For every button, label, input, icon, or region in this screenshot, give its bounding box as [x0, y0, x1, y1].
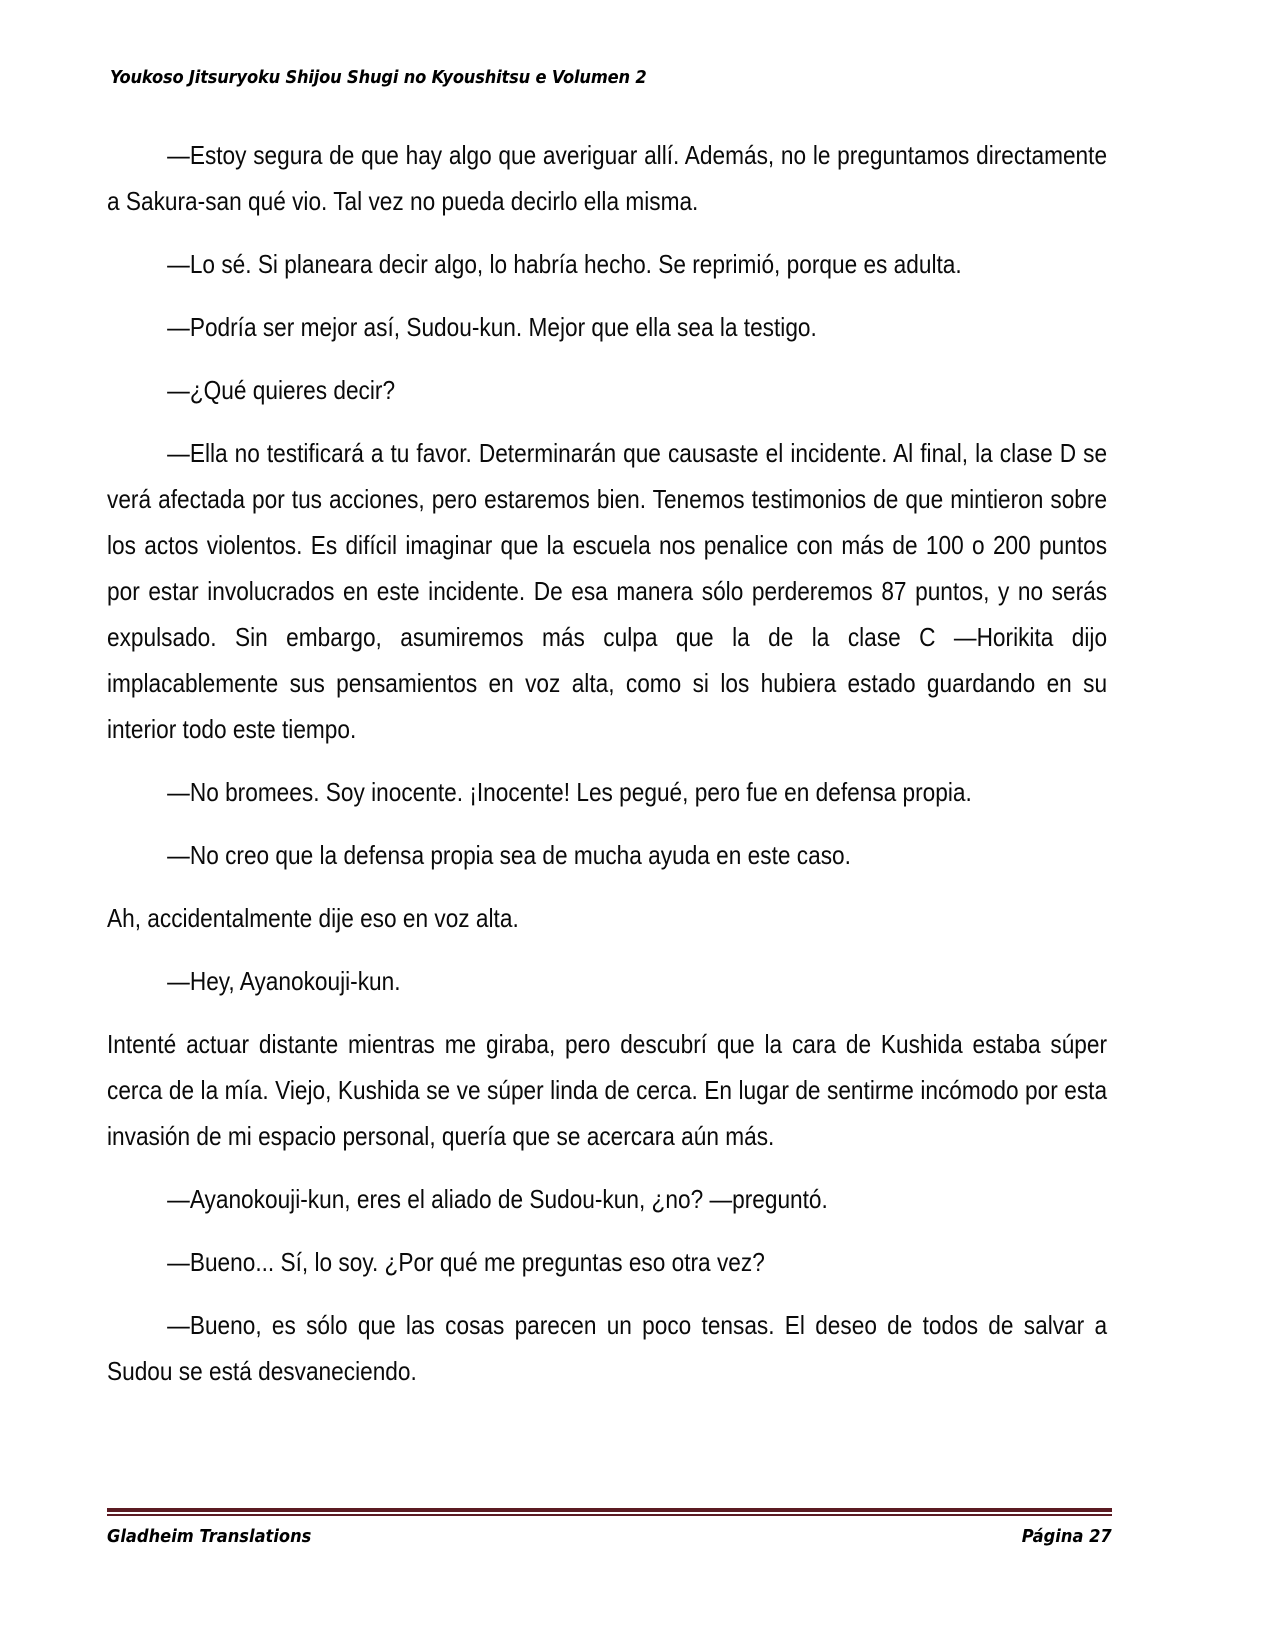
translator-credit: Gladheim Translations — [107, 1527, 312, 1547]
body-paragraph: —Estoy segura de que hay algo que averiguar allí. Además, no le preguntamos directamente a Sakura-san qué vio. Tal vez no pueda decirlo ella misma. — [107, 142, 1108, 216]
book-title: Youkoso Jitsuryoku Shijou Shugi no Kyoushitsu e Volumen 2 — [110, 68, 647, 88]
footer-divider — [107, 1508, 1112, 1516]
footer-rule-thick — [107, 1508, 1112, 1512]
body-paragraph: —Bueno... Sí, lo soy. ¿Por qué me preguntas eso otra vez? — [167, 1249, 765, 1277]
page-footer — [107, 1527, 1112, 1567]
page-number: Página 27 — [1022, 1527, 1112, 1547]
page-header — [110, 68, 1110, 88]
body-paragraph: —Lo sé. Si planeara decir algo, lo habría hecho. Se reprimió, porque es adulta. — [167, 251, 962, 279]
body-paragraph: —No bromees. Soy inocente. ¡Inocente! Les pegué, pero fue en defensa propia. — [167, 779, 972, 807]
body-paragraph: —¿Qué quieres decir? — [167, 377, 396, 405]
body-paragraph: —Ayanokouji-kun, eres el aliado de Sudou-kun, ¿no? —preguntó. — [167, 1186, 828, 1214]
body-paragraph: —Bueno, es sólo que las cosas parecen un poco tensas. El deseo de todos de salvar a Sudou se está desvaneciendo. — [107, 1312, 1108, 1386]
body-paragraph: —No creo que la defensa propia sea de mucha ayuda en este caso. — [167, 842, 851, 870]
body-paragraph: Intenté actuar distante mientras me giraba, pero descubrí que la cara de Kushida estaba súper cerca de la mía. Viejo, Kushida se ve súper linda de cerca. En lugar de sentirme incómodo por esta invasión de mi espacio personal, quería que se acercara aún más. — [107, 1031, 1108, 1151]
body-paragraph: Ah, accidentalmente dije eso en voz alta. — [107, 905, 519, 933]
footer-rule-thin — [107, 1514, 1112, 1516]
page-body — [107, 133, 1107, 1412]
body-paragraph: —Podría ser mejor así, Sudou-kun. Mejor que ella sea la testigo. — [167, 314, 817, 342]
body-paragraph: —Ella no testificará a tu favor. Determinarán que causaste el incidente. Al final, la clase D se verá afectada por tus acciones, pero estaremos bien. Tenemos testimonios de que mintieron sobre los actos violentos. Es difícil imaginar que la escuela nos penalice con más de 100 o 200 puntos por estar involucrados en este incidente. De esa manera sólo perderemos 87 puntos, y no serás expulsado. Sin embargo, asumiremos más culpa que la de la clase C —Horikita dijo implacablemente sus pensamientos en voz alta, como si los hubiera estado guardando en su interior todo este tiempo. — [107, 440, 1108, 744]
body-paragraph: —Hey, Ayanokouji-kun. — [167, 968, 401, 996]
